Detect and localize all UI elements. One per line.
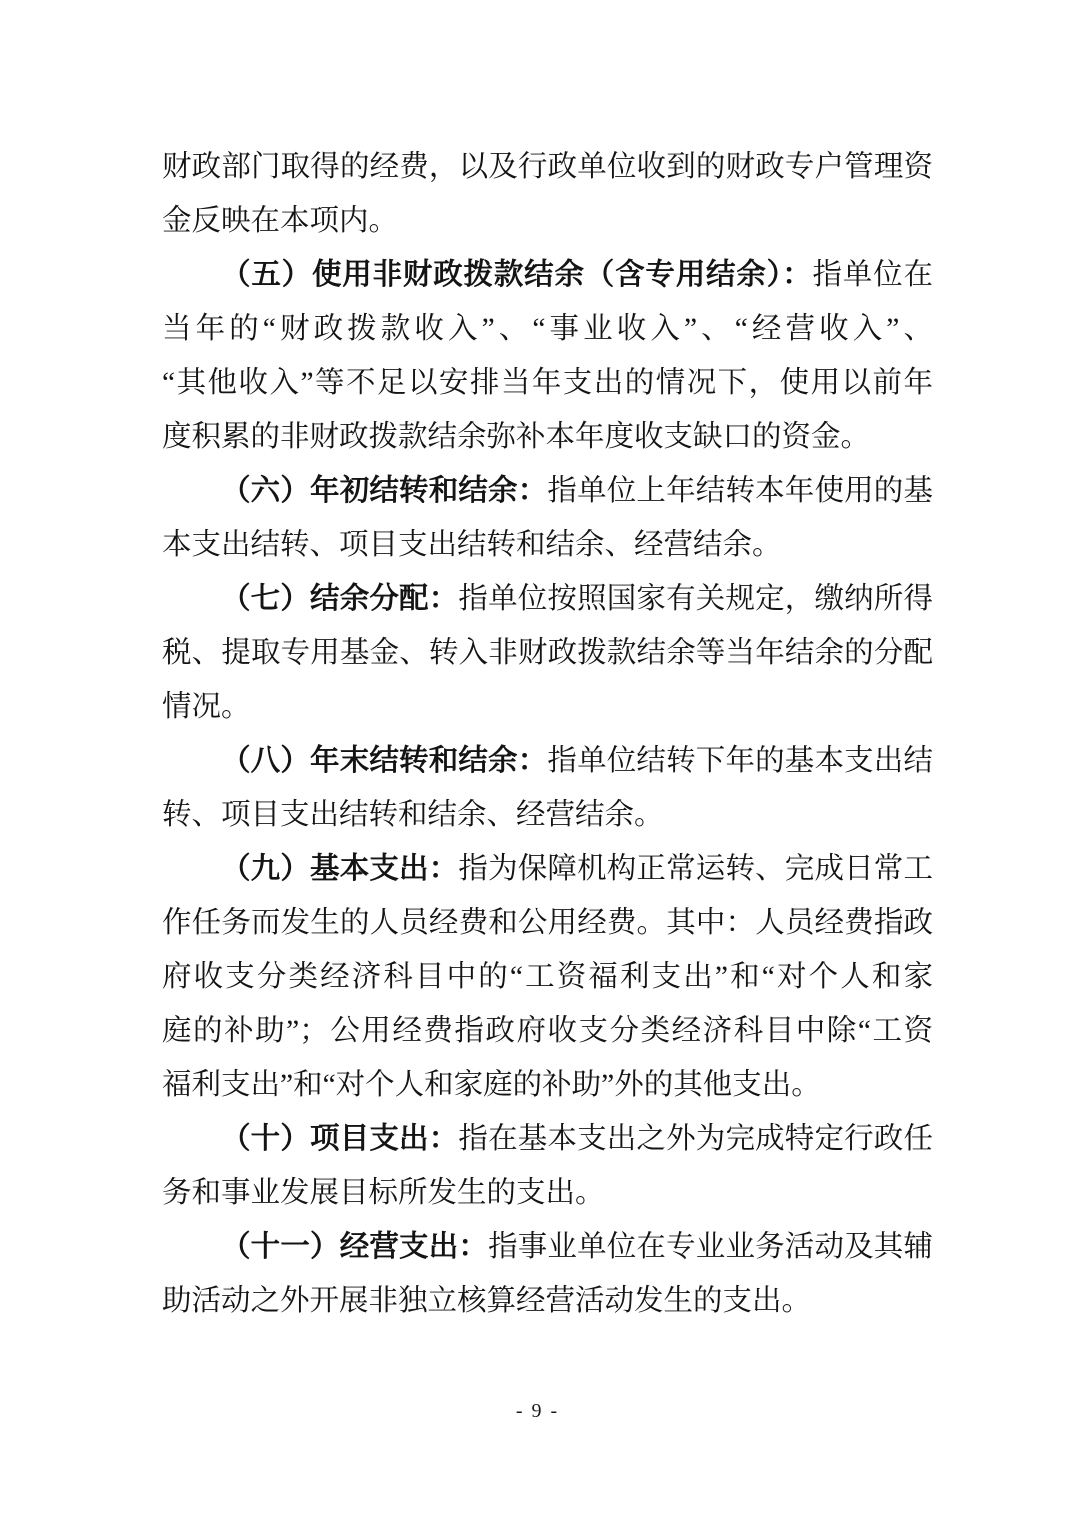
- text-line: 福利支出”和“对个人和家庭的补助”外的其他支出。: [162, 1069, 821, 1101]
- term-heading: （九）基本支出：: [221, 853, 459, 885]
- text-line: （九）基本支出：指为保障机构正常运转、完成日常工: [221, 853, 933, 885]
- text-line: 情况。: [162, 691, 251, 723]
- paragraph: [162, 734, 933, 842]
- text-line: 庭的补助”；公用经费指政府收支分类经济科目中除“工资: [162, 1015, 933, 1047]
- text-line: 务和事业发展目标所发生的支出。: [162, 1177, 605, 1209]
- text-line: （七）结余分配：指单位按照国家有关规定，缴纳所得: [221, 583, 933, 615]
- paragraph: [162, 1112, 933, 1220]
- text-line: （六）年初结转和结余：指单位上年结转本年使用的基: [221, 475, 933, 507]
- paragraph: [162, 842, 933, 1112]
- text-line: 金反映在本项内。: [162, 205, 399, 237]
- text-line: （八）年末结转和结余：指单位结转下年的基本支出结: [221, 745, 933, 777]
- term-heading: （八）年末结转和结余：: [221, 745, 548, 777]
- text-line: 助活动之外开展非独立核算经营活动发生的支出。: [162, 1285, 812, 1317]
- term-heading: （十）项目支出：: [221, 1123, 459, 1155]
- paragraph: [162, 464, 933, 572]
- paragraph: [162, 572, 933, 734]
- term-heading: （十一）经营支出：: [221, 1231, 489, 1263]
- text-line: 府收支分类经济科目中的“工资福利支出”和“对个人和家: [162, 961, 933, 993]
- text-line: 作任务而发生的人员经费和公用经费。其中：人员经费指政: [162, 907, 933, 939]
- term-heading: （五）使用非财政拨款结余（含专用结余）：: [221, 259, 813, 291]
- text-line: 转、项目支出结转和结余、经营结余。: [162, 799, 664, 831]
- term-heading: （六）年初结转和结余：: [221, 475, 548, 507]
- text-line: 财政部门取得的经费，以及行政单位收到的财政专户管理资: [162, 151, 933, 183]
- text-line: （五）使用非财政拨款结余（含专用结余）：指单位在: [221, 259, 933, 291]
- term-heading: （七）结余分配：: [221, 583, 459, 615]
- text-line: “其他收入”等不足以安排当年支出的情况下，使用以前年: [162, 367, 933, 399]
- paragraph: [162, 140, 933, 248]
- text-line: 本支出结转、项目支出结转和结余、经营结余。: [162, 529, 782, 561]
- text-block: [162, 140, 933, 1328]
- text-line: （十）项目支出：指在基本支出之外为完成特定行政任: [221, 1123, 933, 1155]
- text-line: （十一）经营支出：指事业单位在专业业务活动及其辅: [221, 1231, 933, 1263]
- text-line: 度积累的非财政拨款结余弥补本年度收支缺口的资金。: [162, 421, 871, 453]
- text-line: 当年的“财政拨款收入”、“事业收入”、“经营收入”、: [162, 313, 933, 345]
- text-line: 税、提取专用基金、转入非财政拨款结余等当年结余的分配: [162, 637, 933, 669]
- paragraph: [162, 248, 933, 464]
- page-number: - 9 -: [515, 1400, 560, 1422]
- paragraph: [162, 1220, 933, 1328]
